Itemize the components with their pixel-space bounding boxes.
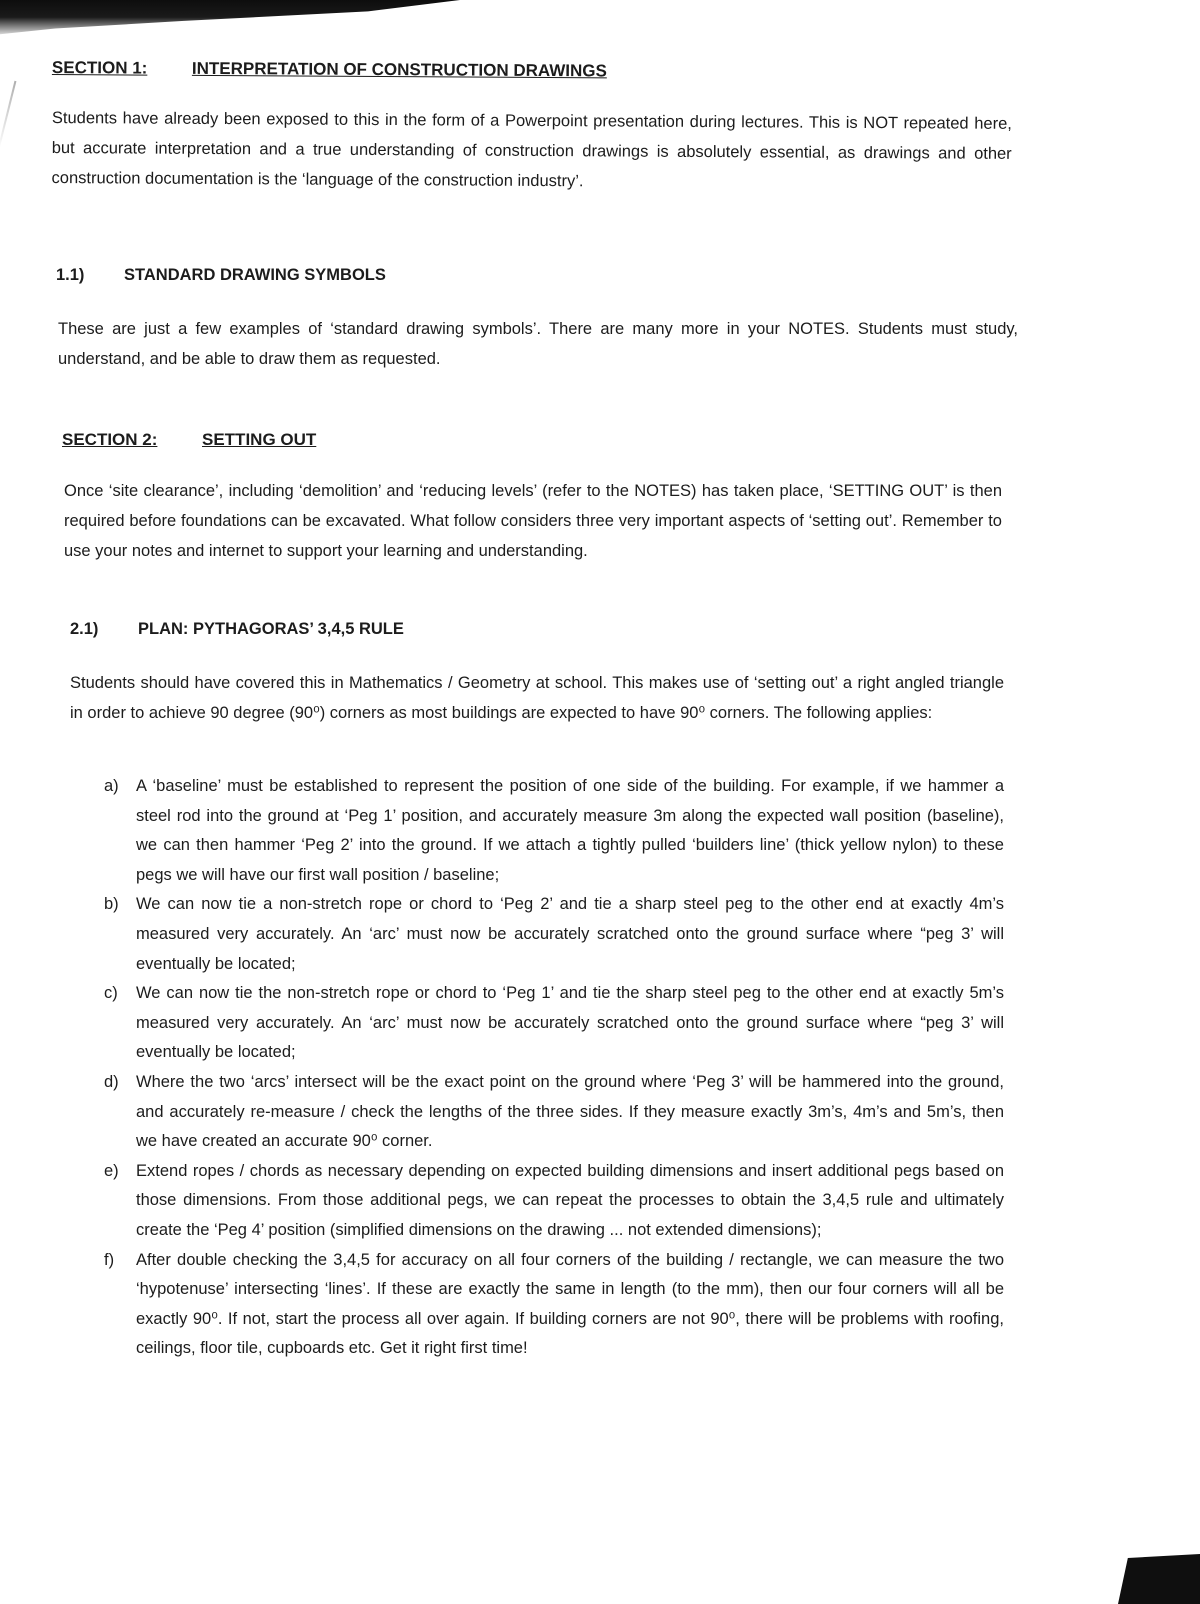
section-2-title: SETTING OUT	[202, 430, 317, 449]
subsection-1-1-number: 1.1)	[56, 266, 85, 284]
subsection-1-1-heading	[56, 266, 1016, 285]
list-marker: f)	[104, 1250, 115, 1269]
list-text: Extend ropes / chords as necessary depending on expected building dimensions and insert additional pegs based on those dimensions. From those additional pegs, we can repeat the processes to obtain the 3,4,5 rule and ultimately create the ‘Peg 4’ position (simplified dimensions on the drawing ... not extended dimensions);	[136, 1161, 1004, 1239]
subsection-2-1-number: 2.1)	[70, 620, 99, 638]
list-item-b	[104, 890, 1004, 979]
subsection-2-1-heading	[70, 620, 1030, 639]
subsection-2-1	[70, 620, 1030, 639]
section-1-paragraph: Students have already been exposed to this in the form of a Powerpoint presentation during lectures. This is NOT repeated here, but accurate interpretation and a true understanding of construction drawings is absolutely essential, as drawings and other construction documentation is the ‘language of the construction industry’.	[51, 108, 1012, 191]
section-1-body	[51, 103, 1012, 199]
setting-out-steps-list	[104, 772, 1004, 1364]
subsection-2-1-body	[70, 668, 1004, 728]
list-text: Where the two ‘arcs’ intersect will be the exact point on the ground where ‘Peg 3’ will be hammered into the ground, and accurately re-measure / check the lengths of the three sides. If they measure exactly 3m’s, 4m’s and 5m’s, then we have created an accurate 90⁰ corner.	[136, 1072, 1004, 1151]
list-marker: c)	[104, 984, 118, 1003]
scan-shadow-corner	[1118, 1554, 1200, 1604]
section-2-paragraph: Once ‘site clearance’, including ‘demolition’ and ‘reducing levels’ (refer to the NOTES) has taken place, ‘SETTING OUT’ is then required before foundations can be excavated. What follow considers three very important aspects of ‘setting out’. Remember to use your notes and internet to support your learning and understanding.	[64, 482, 1002, 560]
subsection-1-1-title: STANDARD DRAWING SYMBOLS	[124, 266, 386, 284]
subsection-1-1-body	[58, 314, 1018, 374]
section-2-number: SECTION 2:	[62, 430, 158, 449]
list-text: After double checking the 3,4,5 for accuracy on all four corners of the building / rectangle, we can measure the two ‘hypotenuse’ intersecting ‘lines’. If these are exactly the same in length (to the mm), then our four corners will all be exactly 90⁰. If not, start the process all over again. If building corners are not 90⁰, there will be problems with roofing, ceilings, floor tile, cupboards etc. Get it right first time!	[136, 1250, 1004, 1358]
list-text: We can now tie the non-stretch rope or chord to ‘Peg 1’ and tie the sharp steel peg to the other end at exactly 5m’s measured very accurately. An ‘arc’ must now be accurately scratched onto the ground surface where “peg 3’ will eventually be located;	[136, 984, 1004, 1062]
list-item-c	[104, 979, 1004, 1068]
subsection-1-1	[56, 266, 1016, 285]
list-text: A ‘baseline’ must be established to represent the position of one side of the building. For example, if we hammer a steel rod into the ground at ‘Peg 1’ position, and accurately measure 3m along the expected wall position (baseline), we can then hammer ‘Peg 2’ into the ground. If we attach a tightly pulled ‘builders line’ (thick yellow nylon) to these pegs we will have our first wall position / baseline;	[136, 777, 1004, 884]
scan-shadow-top	[0, 0, 460, 38]
list-item-f	[104, 1246, 1004, 1364]
section-1-number: SECTION 1:	[51, 58, 148, 78]
list-marker: d)	[104, 1072, 119, 1091]
section-2-body	[64, 476, 1002, 566]
section-1	[52, 58, 1012, 84]
list-marker: b)	[104, 895, 119, 914]
list-item-a	[104, 772, 1004, 890]
list-text: We can now tie a non-stretch rope or chord to ‘Peg 2’ and tie a sharp steel peg to the other end at exactly 4m’s measured very accurately. An ‘arc’ must now be accurately scratched onto the ground surface where “peg 3’ will eventually be located;	[136, 895, 1004, 973]
list-item-e	[104, 1157, 1004, 1246]
list-marker: a)	[104, 777, 119, 795]
list-item-d	[104, 1068, 1004, 1157]
section-2-heading	[62, 430, 1022, 450]
subsection-2-1-paragraph: Students should have covered this in Mathematics / Geometry at school. This makes use of ‘setting out’ a right angled triangle in order to achieve 90 degree (90⁰) corners as most buildings are expected to have 90⁰ corners. The following applies:	[70, 674, 1004, 722]
subsection-2-1-title: PLAN: PYTHAGORAS’ 3,4,5 RULE	[138, 620, 404, 638]
list-marker: e)	[104, 1161, 119, 1180]
scan-margin-mark	[0, 81, 16, 149]
section-1-heading	[52, 58, 1012, 84]
section-1-title: INTERPRETATION OF CONSTRUCTION DRAWINGS	[191, 58, 607, 81]
subsection-1-1-paragraph: These are just a few examples of ‘standard drawing symbols’. There are many more in your NOTES. Students must study, understand, and be able to draw them as requested.	[58, 320, 1018, 368]
section-2	[62, 430, 1022, 450]
